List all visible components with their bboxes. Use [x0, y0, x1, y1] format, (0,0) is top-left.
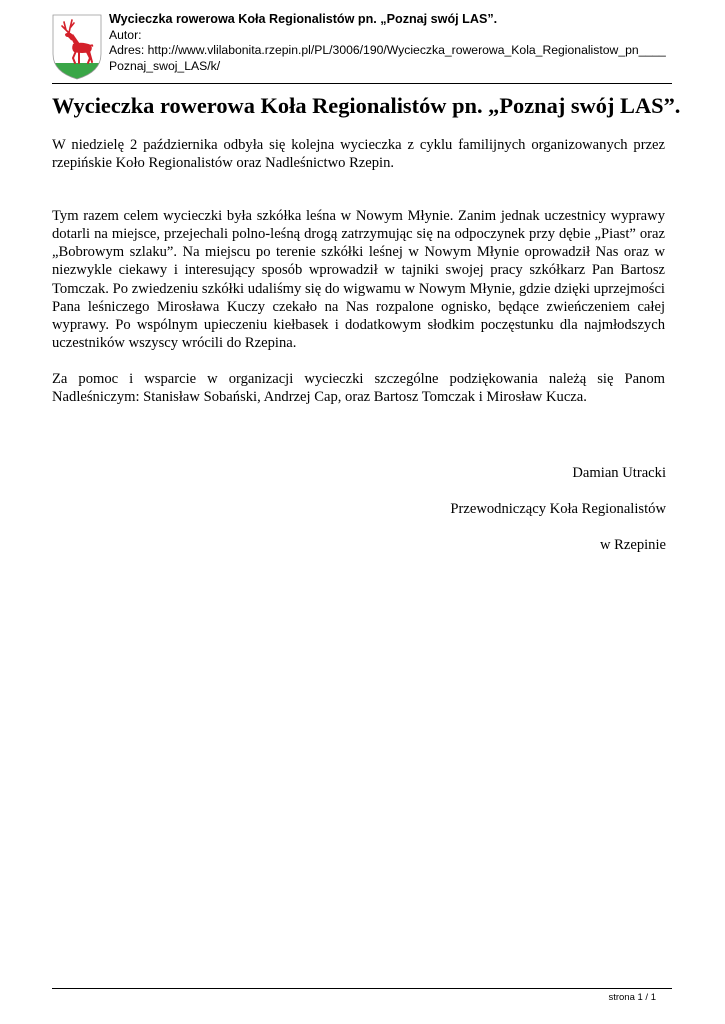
article-paragraph: W niedzielę 2 października odbyła się kolejna wycieczka z cyklu familijnych organizowanych przez rzepińskie Koło Regionalistów oraz Nadleśnictwo Rzepin.: [52, 137, 665, 172]
page-number: strona 1 / 1: [608, 992, 656, 1003]
header-text: [109, 12, 674, 74]
signature-name: Damian Utracki: [572, 465, 666, 481]
footer-divider: [52, 988, 672, 989]
article-body: [52, 136, 665, 406]
article-paragraph: Za pomoc i wsparcie w organizacji wycieczki szczególne podziękowania należą się Panom Nadleśniczym: Stanisław Sobański, Andrzej Cap, oraz Bartosz Tomczak i Mirosław Kucza.: [52, 370, 665, 406]
article-title: Wycieczka rowerowa Koła Regionalistów pn. „Poznaj swój LAS”.: [52, 93, 681, 118]
signature-place: w Rzepinie: [599, 537, 666, 554]
header-divider: [52, 83, 672, 84]
signature-role: Przewodniczący Koła Regionalistów: [450, 501, 666, 518]
page-header: [52, 12, 672, 84]
header-author: Autor:: [109, 27, 142, 42]
header-address[interactable]: Adres: http://www.vlilabonita.rzepin.pl/PL/3006/190/Wycieczka_rowerowa_Kola_Regionalistow_pn____: [109, 43, 666, 57]
article-paragraph: Tym razem celem wycieczki była szkółka leśna w Nowym Młynie. Zanim jednak uczestnicy wyprawy dotarli na miejsce, przejechali polno-leśną drogą zatrzymując się na odpoczynek przy dębie „Piast” oraz „Bobrowym szlaku”. Na miejscu po terenie szkółki leśnej w Nowym Młynie oprowadził Nas oraz w niezwykle ciekawy i interesujący sposób wprowadził w tajniki swojej pracy szkółkarz Pan Bartosz Tomczak. Po zwiedzeniu szkółki udaliśmy się do wigwamu w Nowym Młynie, gdzie dzięki uprzejmości Pana leśniczego Mirosława Kuczy czekało na Nas rozpalone ognisko, będące zwieńczeniem całej wyprawy. Po wspólnym upieczeniu kiełbasek i dodatkowym słodkim poczęstunku dla najmłodszych uczestników wszyscy wrócili do Rzepina.: [52, 208, 665, 351]
signature-block: [450, 464, 666, 554]
header-address-continued[interactable]: Poznaj_swoj_LAS/k/: [109, 58, 221, 73]
deer-coat-of-arms-icon: [52, 14, 102, 80]
header-title: Wycieczka rowerowa Koła Regionalistów pn. „Poznaj swój LAS”.: [109, 12, 498, 26]
